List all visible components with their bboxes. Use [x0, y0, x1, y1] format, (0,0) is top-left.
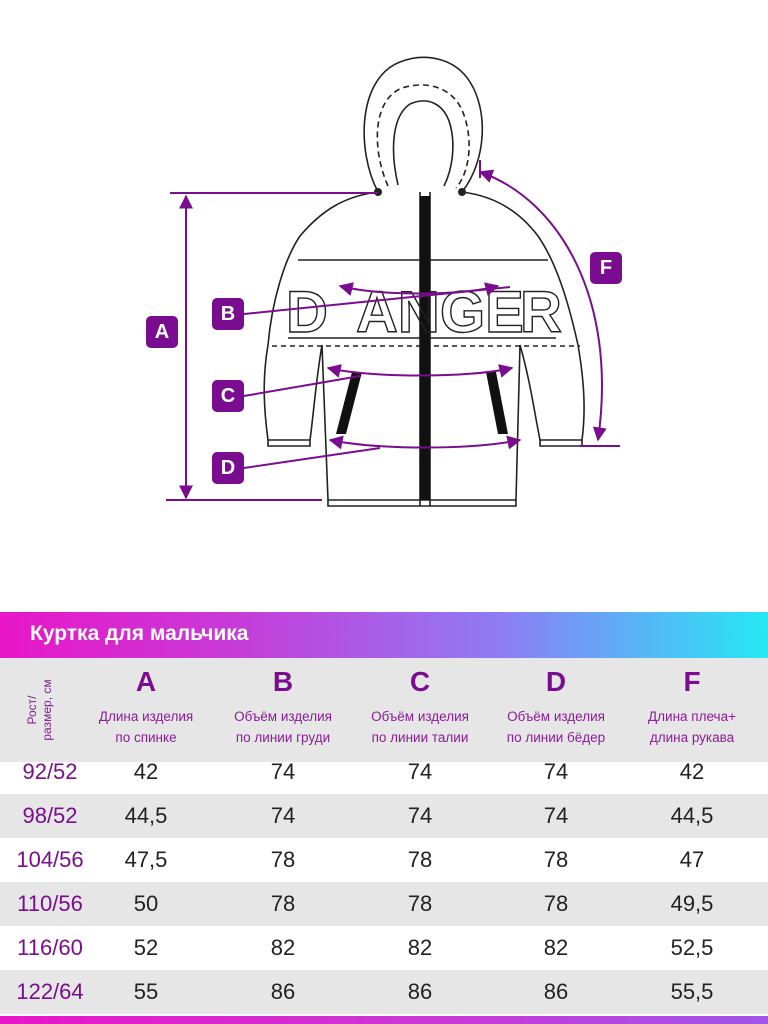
- table-row: [0, 794, 768, 838]
- value-cell-d: 86: [543, 979, 569, 1004]
- measure-line-c: [244, 368, 512, 396]
- column-letter: F: [683, 666, 701, 697]
- bottom-accent-bar: [0, 1016, 768, 1024]
- value-cell-a: 44,5: [124, 803, 168, 828]
- table-row: [0, 750, 768, 794]
- column-description: Объём изделия по линии груди: [234, 709, 332, 745]
- value-cell-d: 74: [543, 759, 569, 784]
- column-letter: A: [135, 666, 157, 697]
- column-header-a: [76, 658, 216, 762]
- column-header-d: [486, 658, 626, 762]
- value-cell-b: 78: [270, 891, 296, 916]
- column-header-b: [213, 658, 353, 762]
- table-row: [0, 926, 768, 970]
- value-cell-d: 82: [543, 935, 569, 960]
- table-row: [0, 838, 768, 882]
- measure-line-d: [244, 440, 520, 468]
- value-cell-f: 49,5: [670, 891, 714, 916]
- column-description: Длина плеча+ длина рукава: [648, 709, 736, 745]
- badge-a: A: [146, 316, 178, 348]
- column-letter: C: [409, 666, 431, 697]
- value-cell-f: 42: [679, 759, 705, 784]
- value-cell-c: 78: [407, 847, 433, 872]
- value-cell-c: 74: [407, 759, 433, 784]
- column-header-f: [622, 658, 762, 762]
- size-cell: 98/52: [22, 803, 78, 828]
- value-cell-a: 42: [133, 759, 159, 784]
- size-table: [0, 612, 768, 1024]
- badge-b: B: [212, 298, 244, 330]
- value-cell-f: 47: [679, 847, 705, 872]
- print-letters-ge: GE: [440, 280, 524, 345]
- print-letter-r: R: [520, 280, 562, 345]
- value-cell-d: 74: [543, 803, 569, 828]
- value-cell-a: 50: [133, 891, 159, 916]
- size-cell: 116/60: [17, 935, 83, 960]
- value-cell-c: 74: [407, 803, 433, 828]
- print-letter-d: D: [286, 280, 328, 345]
- value-cell-b: 74: [270, 803, 296, 828]
- value-cell-c: 86: [407, 979, 433, 1004]
- value-cell-d: 78: [543, 891, 569, 916]
- value-cell-b: 86: [270, 979, 296, 1004]
- column-description: Объём изделия по линии талии: [371, 709, 469, 745]
- size-cell: 104/56: [16, 847, 84, 872]
- table-row: [0, 882, 768, 926]
- column-header-c: [350, 658, 490, 762]
- size-column-label: Рост/ размер, см: [25, 679, 54, 741]
- value-cell-a: 55: [133, 979, 159, 1004]
- table-header-bar: [0, 612, 768, 658]
- table-column-headers: [0, 658, 768, 762]
- value-cell-a: 52: [133, 935, 159, 960]
- badge-d: D: [212, 452, 244, 484]
- size-column-header: [10, 658, 70, 762]
- size-cell: 110/56: [17, 891, 83, 916]
- value-cell-c: 78: [407, 891, 433, 916]
- table-title: Куртка для мальчика: [30, 622, 249, 645]
- table-row: [0, 970, 768, 1014]
- column-description: Длина изделия по спинке: [98, 709, 194, 745]
- badge-c: C: [212, 380, 244, 412]
- print-letters-an: AN: [356, 280, 440, 345]
- value-cell-f: 52,5: [670, 935, 714, 960]
- value-cell-d: 78: [543, 847, 569, 872]
- value-cell-b: 82: [270, 935, 296, 960]
- badge-f: F: [590, 252, 622, 284]
- value-cell-b: 74: [270, 759, 296, 784]
- column-description: Объём изделия по линии бёдер: [506, 709, 606, 745]
- value-cell-b: 78: [270, 847, 296, 872]
- size-cell: 92/52: [22, 759, 78, 784]
- value-cell-a: 47,5: [124, 847, 168, 872]
- value-cell-c: 82: [407, 935, 433, 960]
- size-cell: 122/64: [16, 979, 84, 1004]
- value-cell-f: 44,5: [670, 803, 714, 828]
- column-letter: D: [545, 666, 567, 697]
- value-cell-f: 55,5: [670, 979, 714, 1004]
- column-letter: B: [272, 666, 294, 697]
